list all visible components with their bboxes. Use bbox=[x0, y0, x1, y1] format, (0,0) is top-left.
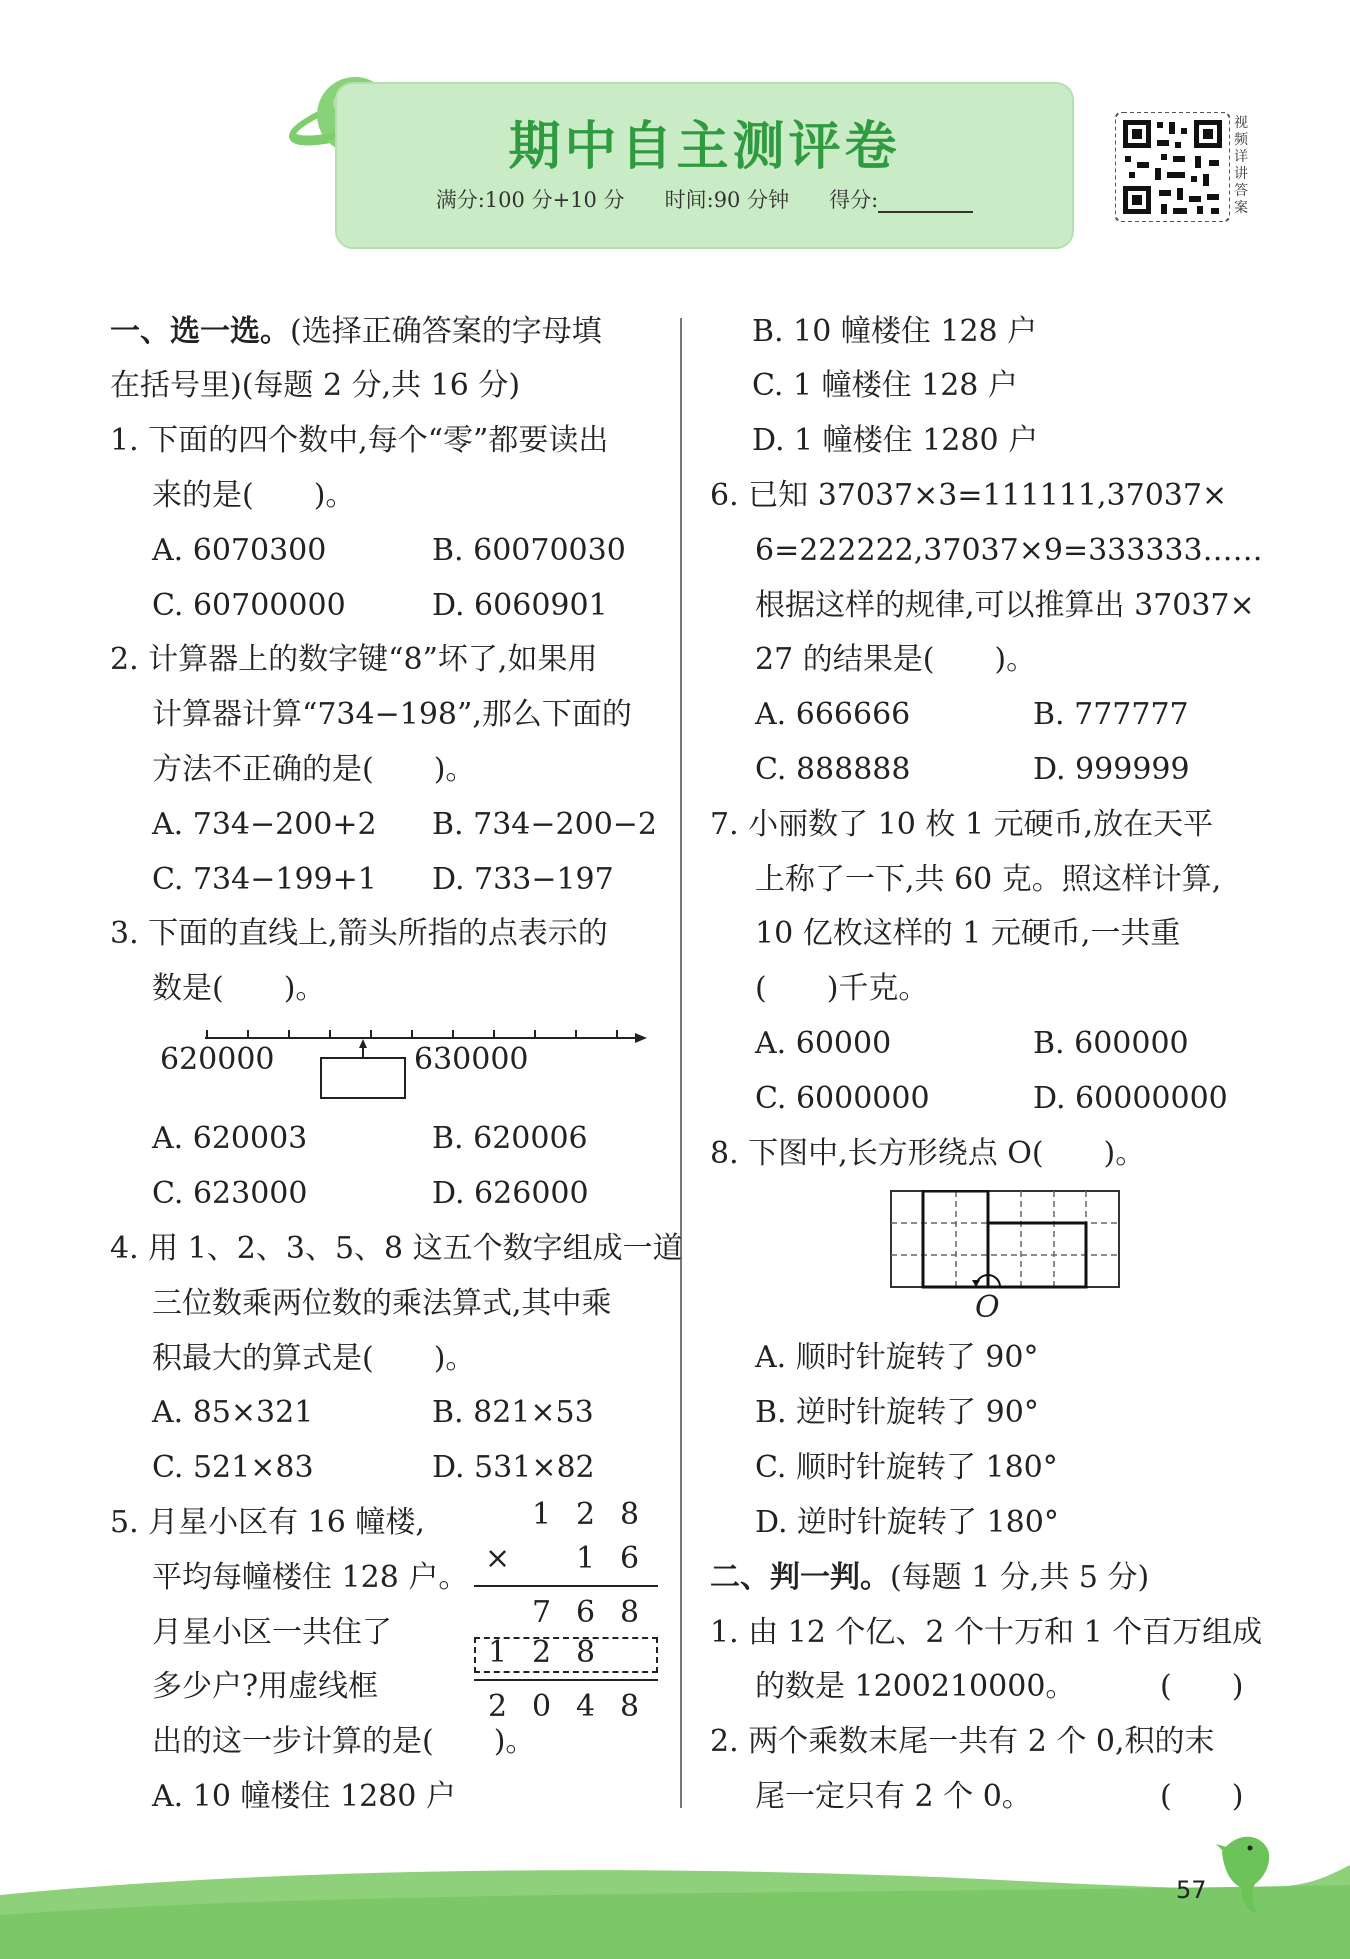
q4-option-a[interactable]: A. 85×321 bbox=[152, 1395, 314, 1430]
q4-stem-line3: 积最大的算式是( )。 bbox=[152, 1341, 476, 1376]
q7-stem-line1: 7. 小丽数了 10 枚 1 元硬币,放在天平 bbox=[710, 807, 1214, 842]
calc-digit: 4 bbox=[576, 1689, 596, 1724]
calc-digit: 7 bbox=[532, 1595, 552, 1630]
q8-option-b[interactable]: B. 逆时针旋转了 90° bbox=[755, 1395, 1039, 1430]
q8-rotation-grid bbox=[890, 1190, 1122, 1292]
calc-rule bbox=[474, 1585, 658, 1587]
exam-time: 时间:90 分钟 bbox=[664, 188, 790, 212]
section2-heading: 二、判一判。(每题 1 分,共 5 分) bbox=[710, 1560, 1150, 1595]
calc-digit: 1 bbox=[576, 1541, 596, 1576]
q3-label-right: 630000 bbox=[414, 1042, 529, 1077]
q8-point-o: O bbox=[975, 1290, 1000, 1325]
q1-stem-line1: 1. 下面的四个数中,每个“零”都要读出 bbox=[110, 423, 609, 458]
q3-label-left: 620000 bbox=[160, 1042, 275, 1077]
q4-option-d[interactable]: D. 531×82 bbox=[432, 1450, 595, 1485]
q6-stem-line1: 6. 已知 37037×3=111111,37037× bbox=[710, 478, 1228, 513]
q3-stem-line1: 3. 下面的直线上,箭头所指的点表示的 bbox=[110, 916, 608, 951]
q7-stem-line4: ( )千克。 bbox=[755, 971, 929, 1006]
q5-stem-line4: 多少户?用虚线框 bbox=[152, 1669, 379, 1704]
full-score: 满分:100 分+10 分 bbox=[435, 188, 625, 212]
q2-option-c[interactable]: C. 734−199+1 bbox=[152, 862, 377, 897]
q6-option-b[interactable]: B. 777777 bbox=[1033, 697, 1189, 732]
q5-vertical-multiplication bbox=[470, 1495, 660, 1735]
q6-option-d[interactable]: D. 999999 bbox=[1033, 752, 1190, 787]
q3-stem-line2: 数是( )。 bbox=[152, 971, 326, 1006]
j1-stem-line2: 的数是 1200210000。 bbox=[755, 1669, 1076, 1704]
q3-option-a[interactable]: A. 620003 bbox=[152, 1121, 308, 1156]
exam-info bbox=[337, 184, 1072, 214]
q5-option-a[interactable]: A. 10 幢楼住 1280 户 bbox=[152, 1779, 456, 1814]
calc-digit: 8 bbox=[576, 1635, 596, 1670]
q5-option-b[interactable]: B. 10 幢楼住 128 户 bbox=[752, 314, 1038, 349]
section1-note: 在括号里)(每题 2 分,共 16 分) bbox=[110, 368, 521, 403]
title-banner bbox=[335, 82, 1074, 249]
q2-stem-line2: 计算器计算“734−198”,那么下面的 bbox=[152, 697, 632, 732]
calc-digit: 8 bbox=[620, 1595, 640, 1630]
q6-stem-line4: 27 的结果是( )。 bbox=[755, 642, 1037, 677]
section1-heading: 一、选一选。(选择正确答案的字母填 bbox=[110, 314, 602, 349]
q6-option-a[interactable]: A. 666666 bbox=[755, 697, 911, 732]
column-divider bbox=[680, 318, 682, 1808]
page-title: 期中自主测评卷 bbox=[508, 117, 901, 177]
calc-digit: 1 bbox=[488, 1635, 508, 1670]
q1-option-a[interactable]: A. 6070300 bbox=[152, 533, 327, 568]
q2-stem-line1: 2. 计算器上的数字键“8”坏了,如果用 bbox=[110, 642, 598, 677]
q8-option-a[interactable]: A. 顺时针旋转了 90° bbox=[755, 1340, 1039, 1375]
page-number: 57 bbox=[1176, 1876, 1207, 1904]
q5-stem-line1: 5. 月星小区有 16 幢楼, bbox=[110, 1505, 425, 1540]
q3-option-d[interactable]: D. 626000 bbox=[432, 1176, 589, 1211]
dolphin-icon bbox=[1210, 1822, 1280, 1922]
q8-option-d[interactable]: D. 逆时针旋转了 180° bbox=[755, 1505, 1059, 1540]
q4-option-b[interactable]: B. 821×53 bbox=[432, 1395, 594, 1430]
score-label: 得分: bbox=[829, 188, 879, 212]
q4-stem-line1: 4. 用 1、2、3、5、8 这五个数字组成一道 bbox=[110, 1231, 683, 1266]
q7-stem-line3: 10 亿枚这样的 1 元硬币,一共重 bbox=[755, 916, 1181, 951]
q4-stem-line2: 三位数乘两位数的乘法算式,其中乘 bbox=[152, 1286, 612, 1321]
q2-stem-line3: 方法不正确的是( )。 bbox=[152, 752, 476, 787]
score-blank bbox=[878, 191, 973, 213]
q5-stem-line5: 出的这一步计算的是( )。 bbox=[152, 1724, 536, 1759]
q7-option-b[interactable]: B. 600000 bbox=[1033, 1026, 1189, 1061]
q3-option-c[interactable]: C. 623000 bbox=[152, 1176, 308, 1211]
calc-digit: 6 bbox=[620, 1541, 640, 1576]
calc-digit: 0 bbox=[532, 1689, 552, 1724]
q1-option-d[interactable]: D. 6060901 bbox=[432, 588, 608, 623]
footer-wave bbox=[0, 1795, 1350, 1959]
calc-times-sign: × bbox=[485, 1541, 511, 1576]
q6-stem-line2: 6=222222,37037×9=333333…… bbox=[755, 533, 1263, 568]
q5-option-d[interactable]: D. 1 幢楼住 1280 户 bbox=[752, 423, 1039, 458]
q7-stem-line2: 上称了一下,共 60 克。照这样计算, bbox=[755, 862, 1222, 897]
calc-digit: 1 bbox=[532, 1497, 552, 1532]
j2-stem-line2: 尾一定只有 2 个 0。 bbox=[755, 1779, 1032, 1814]
calc-digit: 2 bbox=[488, 1689, 508, 1724]
q8-stem: 8. 下图中,长方形绕点 O( )。 bbox=[710, 1136, 1146, 1171]
calc-digit: 2 bbox=[532, 1635, 552, 1670]
j2-stem-line1: 2. 两个乘数末尾一共有 2 个 0,积的末 bbox=[710, 1724, 1215, 1759]
q7-option-c[interactable]: C. 6000000 bbox=[755, 1081, 930, 1116]
j1-stem-line1: 1. 由 12 个亿、2 个十万和 1 个百万组成 bbox=[710, 1615, 1263, 1650]
q8-option-c[interactable]: C. 顺时针旋转了 180° bbox=[755, 1450, 1058, 1485]
q6-stem-line3: 根据这样的规律,可以推算出 37037× bbox=[755, 588, 1255, 623]
calc-digit: 8 bbox=[620, 1689, 640, 1724]
calc-rule bbox=[474, 1679, 658, 1681]
q7-option-a[interactable]: A. 60000 bbox=[755, 1026, 892, 1061]
q3-option-b[interactable]: B. 620006 bbox=[432, 1121, 588, 1156]
q5-stem-line2: 平均每幢楼住 128 户。 bbox=[152, 1560, 469, 1595]
q1-option-c[interactable]: C. 60700000 bbox=[152, 588, 346, 623]
q3-answer-box bbox=[321, 1058, 405, 1098]
q1-option-b[interactable]: B. 60070030 bbox=[432, 533, 626, 568]
calc-digit: 8 bbox=[620, 1497, 640, 1532]
q4-option-c[interactable]: C. 521×83 bbox=[152, 1450, 314, 1485]
q2-option-b[interactable]: B. 734−200−2 bbox=[432, 807, 657, 842]
j2-answer-paren[interactable]: ( ) bbox=[1160, 1779, 1244, 1814]
calc-digit: 2 bbox=[576, 1497, 596, 1532]
q7-option-d[interactable]: D. 60000000 bbox=[1033, 1081, 1228, 1116]
qr-code-icon[interactable] bbox=[1115, 112, 1230, 222]
calc-digit: 6 bbox=[576, 1595, 596, 1630]
q2-option-d[interactable]: D. 733−197 bbox=[432, 862, 614, 897]
q5-option-c[interactable]: C. 1 幢楼住 128 户 bbox=[752, 368, 1018, 403]
q5-stem-line3: 月星小区一共住了 bbox=[152, 1615, 392, 1650]
q6-option-c[interactable]: C. 888888 bbox=[755, 752, 911, 787]
qr-label: 视频详讲答案 bbox=[1234, 115, 1248, 216]
j1-answer-paren[interactable]: ( ) bbox=[1160, 1669, 1244, 1704]
q2-option-a[interactable]: A. 734−200+2 bbox=[152, 807, 377, 842]
q1-stem-line2: 来的是( )。 bbox=[152, 478, 356, 513]
